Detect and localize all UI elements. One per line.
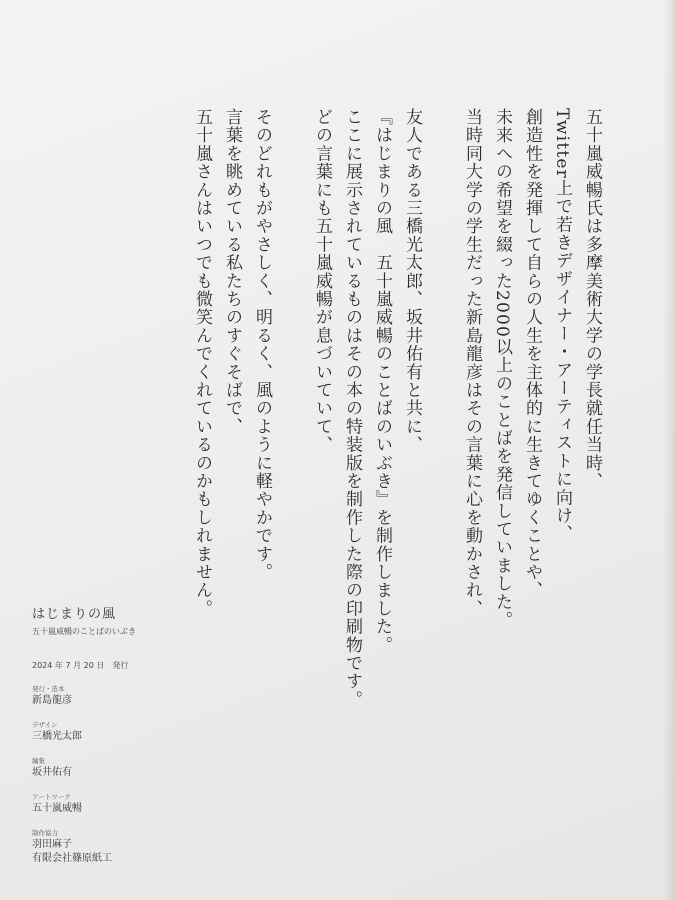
body-line: 五十嵐さんはいつでも微笑んでくれているのかもしれません。: [192, 108, 212, 618]
body-line: 言葉を眺めている私たちのすぐそばで、: [222, 108, 242, 436]
credit-name: 三橋光太郎: [32, 731, 82, 742]
credit-publisher: [32, 684, 136, 708]
body-line: 未来への希望を綴った2000以上のことばを発信していました。: [492, 108, 512, 630]
credit-name: 羽田麻子: [32, 839, 72, 850]
publication-date: 2024 年 7 月 20 日 発行: [32, 661, 129, 670]
page-edge-shadow: [663, 0, 675, 900]
book-title: はじまりの風: [32, 607, 117, 622]
credit-name: 坂井佑有: [32, 767, 72, 778]
body-line: どの言葉にも五十嵐威暢が息づいていて、: [312, 108, 332, 454]
body-line: 創造性を発揮して自らの人生を主体的に生きてゆくことや、: [522, 108, 542, 600]
body-line: ここに展示されているものはその本の特装版を制作した際の印刷物です。: [342, 108, 362, 709]
credit-name: 有限会社篠原紙工: [32, 853, 112, 864]
body-line: 五十嵐威暢氏は多摩美術大学の学長就任当時、: [582, 108, 602, 491]
vertical-body-text: [187, 108, 607, 709]
credit-role: デザイン: [32, 721, 58, 729]
credit-role: アートワーク: [32, 793, 71, 801]
credit-cooperation: [32, 828, 136, 866]
body-line: 友人である三橋光太郎、坂井佑有と共に、: [402, 108, 422, 454]
credit-name: 新島龍彦: [32, 695, 72, 706]
body-line: Twitter上で若きデザイナー・アーティストに向け、: [552, 108, 572, 543]
credit-role: 制作協力: [32, 829, 58, 837]
credit-design: [32, 720, 136, 744]
body-line: 当時同大学の学生だった新島龍彦はその言葉に心を動かされ、: [462, 108, 482, 618]
credit-editor: [32, 756, 136, 780]
credit-name: 五十嵐威暢: [32, 803, 82, 814]
credit-role: 編集: [32, 757, 45, 765]
credit-artwork: [32, 792, 136, 816]
body-line: そのどれもがやさしく、明るく、風のように軽やかです。: [252, 108, 272, 582]
book-subtitle: 五十嵐威暢のことばのいぶき: [32, 627, 136, 636]
body-line: 『はじまりの風 五十嵐威暢のことばのいぶき』を制作しました。: [372, 108, 392, 654]
colophon: [32, 606, 136, 866]
credit-role: 発行・造本: [32, 685, 65, 693]
